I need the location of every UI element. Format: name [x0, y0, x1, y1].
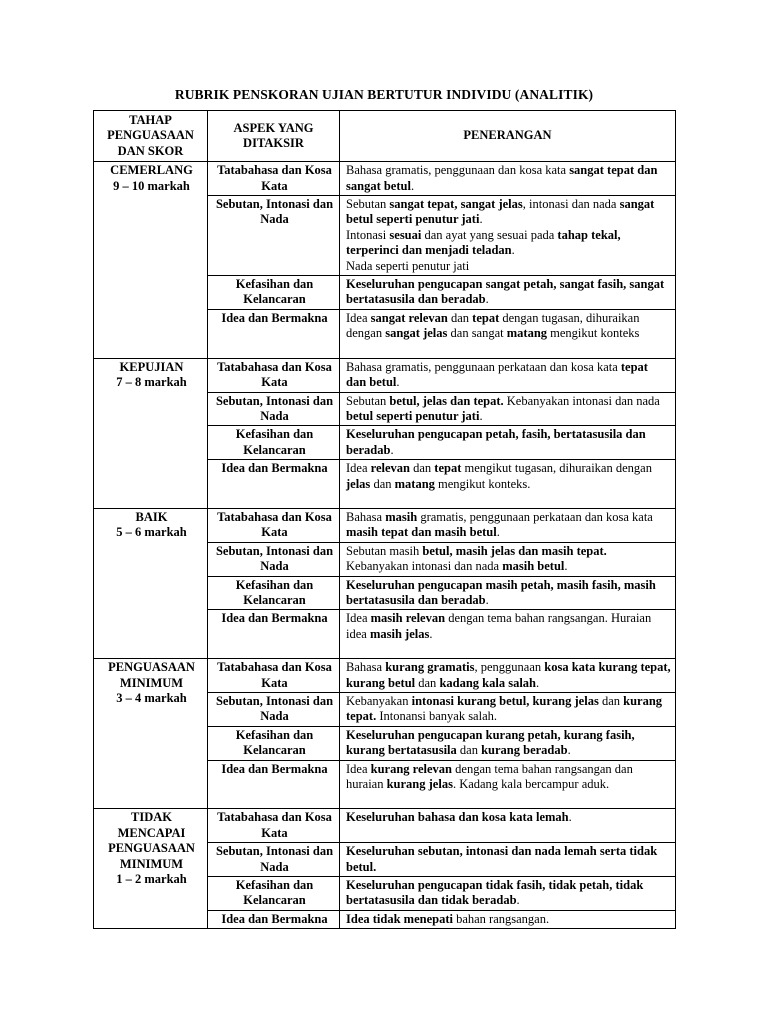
description-bold-text: Keseluruhan pengucapan tidak fasih, tidak petah, tidak bertatasusila dan tidak beradab — [346, 878, 644, 908]
description-text: dan ayat yang sesuai pada — [421, 227, 558, 242]
description-bold-text: sesuai — [389, 227, 422, 242]
description-text: Bahasa — [346, 509, 386, 524]
description-text: Kebanyakan — [346, 694, 412, 708]
description-bold-text: Keseluruhan pengucapan masih petah, masih fasih, masih bertatasusila dan beradab — [346, 577, 656, 607]
level-name: TIDAK — [131, 810, 172, 825]
description-cell — [340, 760, 676, 809]
description-text: dan — [409, 461, 435, 476]
description-text: dengan tema bahan rangsangan. Huraian idea — [346, 611, 652, 641]
level-cell — [94, 659, 208, 809]
description-text: . — [485, 592, 489, 607]
description-bold-text: matang — [506, 326, 548, 341]
level-score: 9 – 10 markah — [113, 178, 190, 193]
description-bold-text: tahap tekal, terperinci dan menjadi teladan — [346, 227, 621, 258]
description-text: Sebutan — [346, 197, 390, 212]
aspect-cell: Tatabahasa dan Kosa Kata — [208, 508, 340, 542]
level-name: BAIK — [135, 509, 168, 524]
level-score: 1 – 2 markah — [116, 872, 187, 887]
description-bold-text: tepat — [472, 310, 500, 325]
aspect-cell: Kefasihan dan Kelancaran — [208, 426, 340, 460]
description-text: mengikut konteks. — [434, 476, 531, 491]
description-text: . — [390, 442, 394, 457]
rubric-table — [93, 110, 676, 929]
description-cell — [340, 309, 676, 358]
description-text: Bahasa gramatis, penggunaan perkataan dan kosa kata — [346, 359, 621, 374]
aspect-cell: Idea dan Bermakna — [208, 760, 340, 809]
description-bold-text: kurang beradab — [481, 743, 568, 758]
header-level-line: DAN SKOR — [117, 143, 184, 158]
description-text: Bahasa — [346, 660, 386, 675]
description-bold-text: masih jelas — [369, 626, 430, 641]
description-text: Idea — [346, 611, 371, 626]
level-name: MINIMUM — [119, 675, 184, 690]
description-bold-text: Keseluruhan pengucapan petah, fasih, bertatasusila dan beradab — [346, 427, 646, 457]
description-text: . — [429, 626, 433, 641]
description-text: mengikut konteks — [547, 326, 640, 341]
description-bold-text: tepat — [434, 461, 462, 476]
description-bold-text: Keseluruhan bahasa dan kosa kata lemah — [346, 810, 569, 825]
description-text: Sebutan — [346, 393, 390, 408]
description-bold-text: sangat jelas — [385, 326, 448, 341]
description-cell — [340, 460, 676, 509]
description-bold-text: kurang gramatis — [385, 660, 475, 675]
description-text: . — [485, 292, 489, 307]
table-row — [94, 162, 676, 196]
description-cell — [340, 659, 676, 693]
description-text: Intonasi — [346, 227, 390, 242]
aspect-cell: Idea dan Bermakna — [208, 460, 340, 509]
description-bold-text: kadang kala salah — [439, 675, 537, 690]
description-text: mengikut tugasan, dihuraikan dengan — [461, 461, 652, 476]
level-name: KEPUJIAN — [119, 359, 184, 374]
description-bold-text: masih betul — [502, 559, 565, 574]
description-text: . — [536, 675, 540, 690]
description-bold-text: Keseluruhan pengucapan kurang petah, kurang fasih, kurang bertatasusila — [346, 727, 635, 758]
description-bold-text: sangat relevan — [370, 310, 448, 325]
description-bold-text: kosa kata kurang tepat, kurang betul — [346, 660, 671, 690]
level-name: PENGUASAAN — [108, 841, 195, 856]
description-text: Idea — [346, 761, 371, 776]
description-text: Intonansi banyak salah. — [376, 709, 498, 724]
description-cell — [340, 610, 676, 659]
description-text: bahan rangsangan. — [452, 911, 550, 926]
description-bold-text: betul, jelas dan tepat. — [389, 393, 504, 408]
description-bold-text: Keseluruhan pengucapan sangat petah, sangat fasih, sangat bertatasusila dan beradab — [346, 277, 665, 307]
description-bold-text: jelas — [346, 476, 371, 491]
header-level — [94, 111, 208, 162]
aspect-cell: Sebutan, Intonasi dan Nada — [208, 196, 340, 276]
description-bold-text: matang — [394, 476, 435, 491]
aspect-cell: Sebutan, Intonasi dan Nada — [208, 843, 340, 877]
description-cell — [340, 392, 676, 426]
aspect-cell: Idea dan Bermakna — [208, 910, 340, 928]
level-cell — [94, 162, 208, 358]
description-text: dan — [447, 310, 473, 325]
description-cell — [340, 693, 676, 727]
table-row — [94, 809, 676, 843]
level-name: PENGUASAAN — [108, 660, 195, 675]
table-header-row — [94, 111, 676, 162]
description-text: dengan tugasan, dihuraikan dengan — [346, 310, 640, 341]
level-name: MINIMUM — [119, 856, 184, 871]
rubric-body — [94, 162, 676, 929]
level-cell — [94, 358, 208, 508]
description-text: . Kadang kala bercampur aduk. — [452, 777, 610, 792]
description-bold-text: betul seperti penutur jati — [346, 408, 480, 423]
description-bold-text: sangat tepat dan sangat betul — [346, 163, 658, 193]
description-text: . — [396, 375, 400, 390]
description-bold-text: masih tepat dan masih betul — [346, 525, 497, 540]
header-level-line: PENGUASAAN — [107, 128, 194, 143]
description-bold-text: masih — [385, 509, 418, 524]
description-bold-text: masih relevan — [370, 611, 446, 626]
description-bold-text: kurang relevan — [370, 761, 453, 776]
description-bold-text: tepat dan betul — [346, 359, 648, 390]
description-text: dan — [456, 743, 482, 758]
description-bold-text: kurang jelas — [386, 777, 453, 792]
description-text: Kebanyakan intonasi dan nada — [503, 393, 660, 408]
header-aspect-line: ASPEK YANG — [233, 120, 314, 135]
aspect-cell: Kefasihan dan Kelancaran — [208, 276, 340, 310]
description-cell — [340, 726, 676, 760]
description-cell — [340, 276, 676, 310]
table-row — [94, 358, 676, 392]
description-cell — [340, 576, 676, 610]
description-text: dan sangat — [447, 326, 507, 341]
aspect-cell: Kefasihan dan Kelancaran — [208, 877, 340, 911]
description-cell — [340, 542, 676, 576]
description-text: Nada seperti penutur jati — [346, 258, 470, 273]
description-text: dan — [370, 476, 395, 491]
description-bold-text: sangat tepat, sangat jelas — [389, 197, 523, 212]
header-aspect-line: DITAKSIR — [243, 136, 304, 151]
header-description: PENERANGAN — [340, 111, 676, 162]
description-cell — [340, 162, 676, 196]
description-bold-text: betul, masih jelas dan masih tepat. — [422, 543, 607, 558]
description-cell — [340, 843, 676, 877]
description-text: Bahasa gramatis, penggunaan dan kosa kata — [346, 163, 570, 178]
description-text: . — [516, 893, 520, 908]
description-text: , penggunaan — [474, 660, 545, 675]
header-level-line: TAHAP — [129, 113, 172, 127]
description-text: gramatis, penggunaan perkataan dan kosa kata — [417, 509, 653, 524]
aspect-cell: Tatabahasa dan Kosa Kata — [208, 809, 340, 843]
description-text: . — [567, 743, 571, 758]
description-cell — [340, 877, 676, 911]
description-bold-text: intonasi kurang betul, kurang jelas — [411, 694, 599, 708]
description-text: . — [568, 810, 572, 825]
description-text: Idea — [346, 310, 371, 325]
aspect-cell: Sebutan, Intonasi dan Nada — [208, 542, 340, 576]
aspect-cell: Tatabahasa dan Kosa Kata — [208, 162, 340, 196]
aspect-cell: Kefasihan dan Kelancaran — [208, 726, 340, 760]
description-cell — [340, 358, 676, 392]
level-name: MENCAPAI — [117, 825, 186, 840]
aspect-cell: Idea dan Bermakna — [208, 309, 340, 358]
level-name: CEMERLANG — [110, 163, 193, 178]
aspect-cell: Tatabahasa dan Kosa Kata — [208, 358, 340, 392]
description-text: . — [479, 212, 483, 227]
description-text: . — [410, 178, 415, 193]
description-text: , intonasi dan nada — [522, 197, 620, 212]
description-cell — [340, 809, 676, 843]
description-bold-text: Keseluruhan sebutan, intonasi dan nada lemah serta tidak betul. — [346, 844, 658, 874]
level-score: 3 – 4 markah — [116, 691, 187, 705]
table-row — [94, 659, 676, 693]
table-row — [94, 508, 676, 542]
description-text: Sebutan masih — [346, 543, 423, 558]
description-text: . — [564, 559, 568, 574]
description-text: Idea — [346, 461, 371, 476]
description-text: dan — [598, 694, 624, 708]
aspect-cell: Sebutan, Intonasi dan Nada — [208, 693, 340, 727]
description-cell — [340, 508, 676, 542]
level-cell — [94, 508, 208, 658]
description-bold-text: relevan — [370, 461, 410, 476]
level-cell — [94, 809, 208, 929]
description-text: . — [479, 408, 483, 423]
description-text: Kebanyakan intonasi dan nada — [346, 559, 503, 574]
description-cell — [340, 910, 676, 928]
description-cell — [340, 196, 676, 276]
aspect-cell: Idea dan Bermakna — [208, 610, 340, 659]
level-score: 5 – 6 markah — [116, 525, 187, 540]
description-bold-text: kurang tepat. — [346, 694, 663, 724]
description-text: . — [511, 243, 515, 258]
aspect-cell: Kefasihan dan Kelancaran — [208, 576, 340, 610]
aspect-cell: Tatabahasa dan Kosa Kata — [208, 659, 340, 693]
description-bold-text: Idea tidak menepati — [346, 911, 453, 926]
level-score: 7 – 8 markah — [116, 375, 187, 390]
aspect-cell: Sebutan, Intonasi dan Nada — [208, 392, 340, 426]
description-text: . — [496, 525, 500, 540]
description-text: dan — [415, 675, 440, 690]
description-bold-text: sangat betul seperti penutur jati — [346, 197, 655, 227]
description-text: dengan tema bahan rangsangan dan huraian — [346, 761, 633, 792]
description-cell — [340, 426, 676, 460]
document-title: RUBRIK PENSKORAN UJIAN BERTUTUR INDIVIDU (ANALITIK) — [174, 87, 594, 102]
header-aspect — [208, 111, 340, 162]
